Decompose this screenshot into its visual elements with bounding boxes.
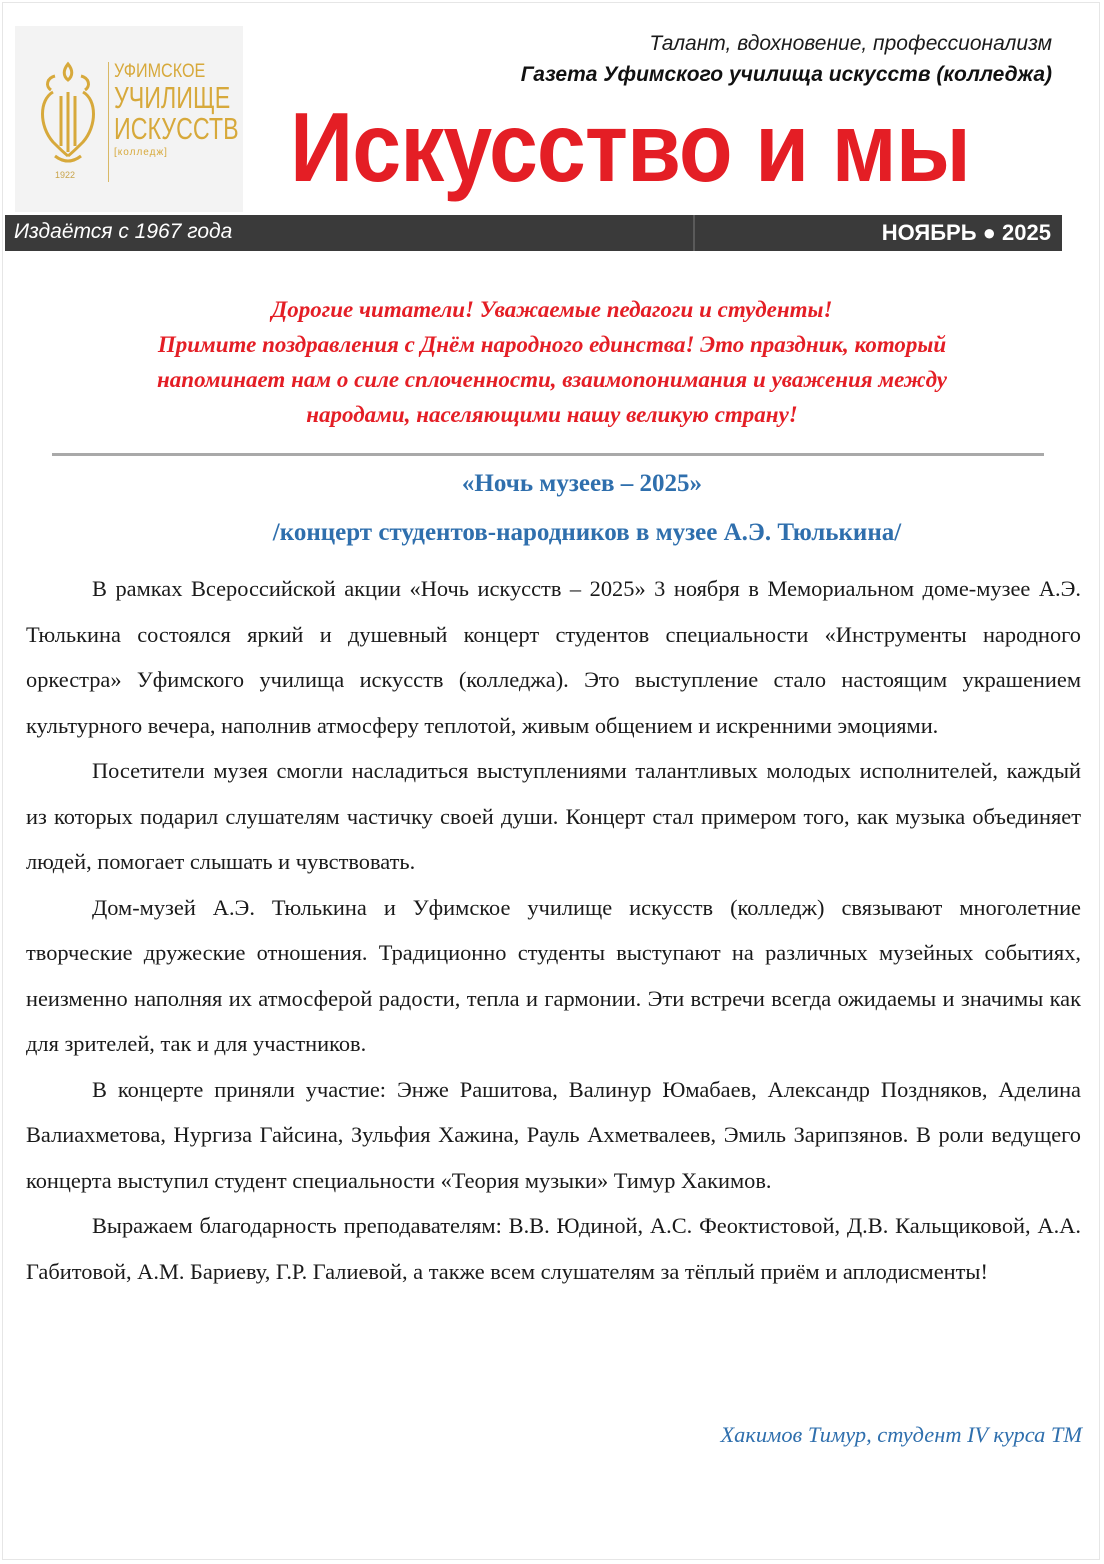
logo-line: [колледж] [114, 147, 168, 158]
article-body [26, 566, 1081, 1294]
article-paragraph: Выражаем благодарность преподавателям: В.В. Юдиной, А.С. Феоктистовой, Д.В. Кальщиковой, А.А. Габитовой, А.М. Бариеву, Г.Р. Галиевой, а также всем слушателям за тёплый приём и аплодисменты! [26, 1213, 1081, 1284]
logo-line: УЧИЛИЩЕ [114, 80, 231, 115]
college-logo [15, 26, 243, 212]
lyre-emblem-icon [33, 56, 103, 176]
article-paragraph: В концерте приняли участие: Энже Рашитова, Валинур Юмабаев, Александр Поздняков, Аделина Валиахметова, Нургиза Гайсина, Зульфия Хажина, Рауль Ахметвалеев, Эмиль Зарипзянов. В роли ведущего концерта выступил студент специальности «Теория музыки» Тимур Хакимов. [26, 1076, 1081, 1193]
article-paragraph: Посетители музея смогли насладиться выступлениями талантливых молодых исполнителей, каждый из которых подарил слушателям частичку своей души. Концерт стал примером того, как музыка объединяет людей, помогает слышать и чувствовать. [26, 758, 1081, 874]
article-subtitle: /концерт студентов-народников в музее А.Э. Тюлькина/ [272, 519, 902, 546]
published-since: Издаётся с 1967 года [14, 220, 233, 243]
bar-divider [693, 215, 695, 251]
greeting-block [60, 292, 1044, 432]
article-paragraph: Дом-музей А.Э. Тюлькина и Уфимское училище искусств (колледж) связывают многолетние творческие дружеские отношения. Традиционно студенты выступают на различных музейных событиях, неизменно наполняя их атмосферой радости, тепла и гармонии. Эти встречи всегда ожидаемы и значимы как для зрителей, так и для участников. [26, 894, 1081, 1056]
greeting-line: Дорогие читатели! Уважаемые педагоги и студенты! [271, 297, 833, 322]
tagline: Талант, вдохновение, профессионализм [649, 32, 1052, 55]
greeting-line: народами, населяющими нашу великую страну! [306, 402, 798, 427]
logo-wordmark [114, 62, 242, 158]
issue-date: НОЯБРЬ ● 2025 [881, 220, 1051, 245]
logo-line: ИСКУССТВ [114, 111, 239, 146]
horizontal-rule [52, 453, 1044, 456]
issue-bar [5, 215, 1062, 251]
article-paragraph: В рамках Всероссийской акции «Ночь искусств – 2025» 3 ноября в Мемориальном доме-музее А.Э. Тюлькина состоялся яркий и душевный концерт студентов специальности «Инструменты народного оркестра» Уфимского училища искусств (колледжа). Это выступление стало настоящим украшением культурного вечера, наполнив атмосферу теплотой, живым общением и искренними эмоциями. [26, 576, 1081, 738]
article-title: «Ночь музеев – 2025» [461, 470, 703, 497]
greeting-line: напоминает нам о силе сплоченности, взаимопонимания и уважения между [157, 367, 947, 392]
paper-name: Газета Уфимского училища искусств (колледжа) [520, 63, 1052, 86]
masthead-title: Искусство и мы [290, 91, 970, 203]
greeting-line: Примите поздравления с Днём народного единства! Это праздник, который [157, 332, 947, 357]
logo-divider [108, 62, 109, 182]
logo-year: 1922 [55, 170, 76, 180]
logo-line: УФИМСКОЕ [114, 61, 206, 82]
article-signature: Хакимов Тимур, студент IV курса ТМ [720, 1422, 1082, 1447]
